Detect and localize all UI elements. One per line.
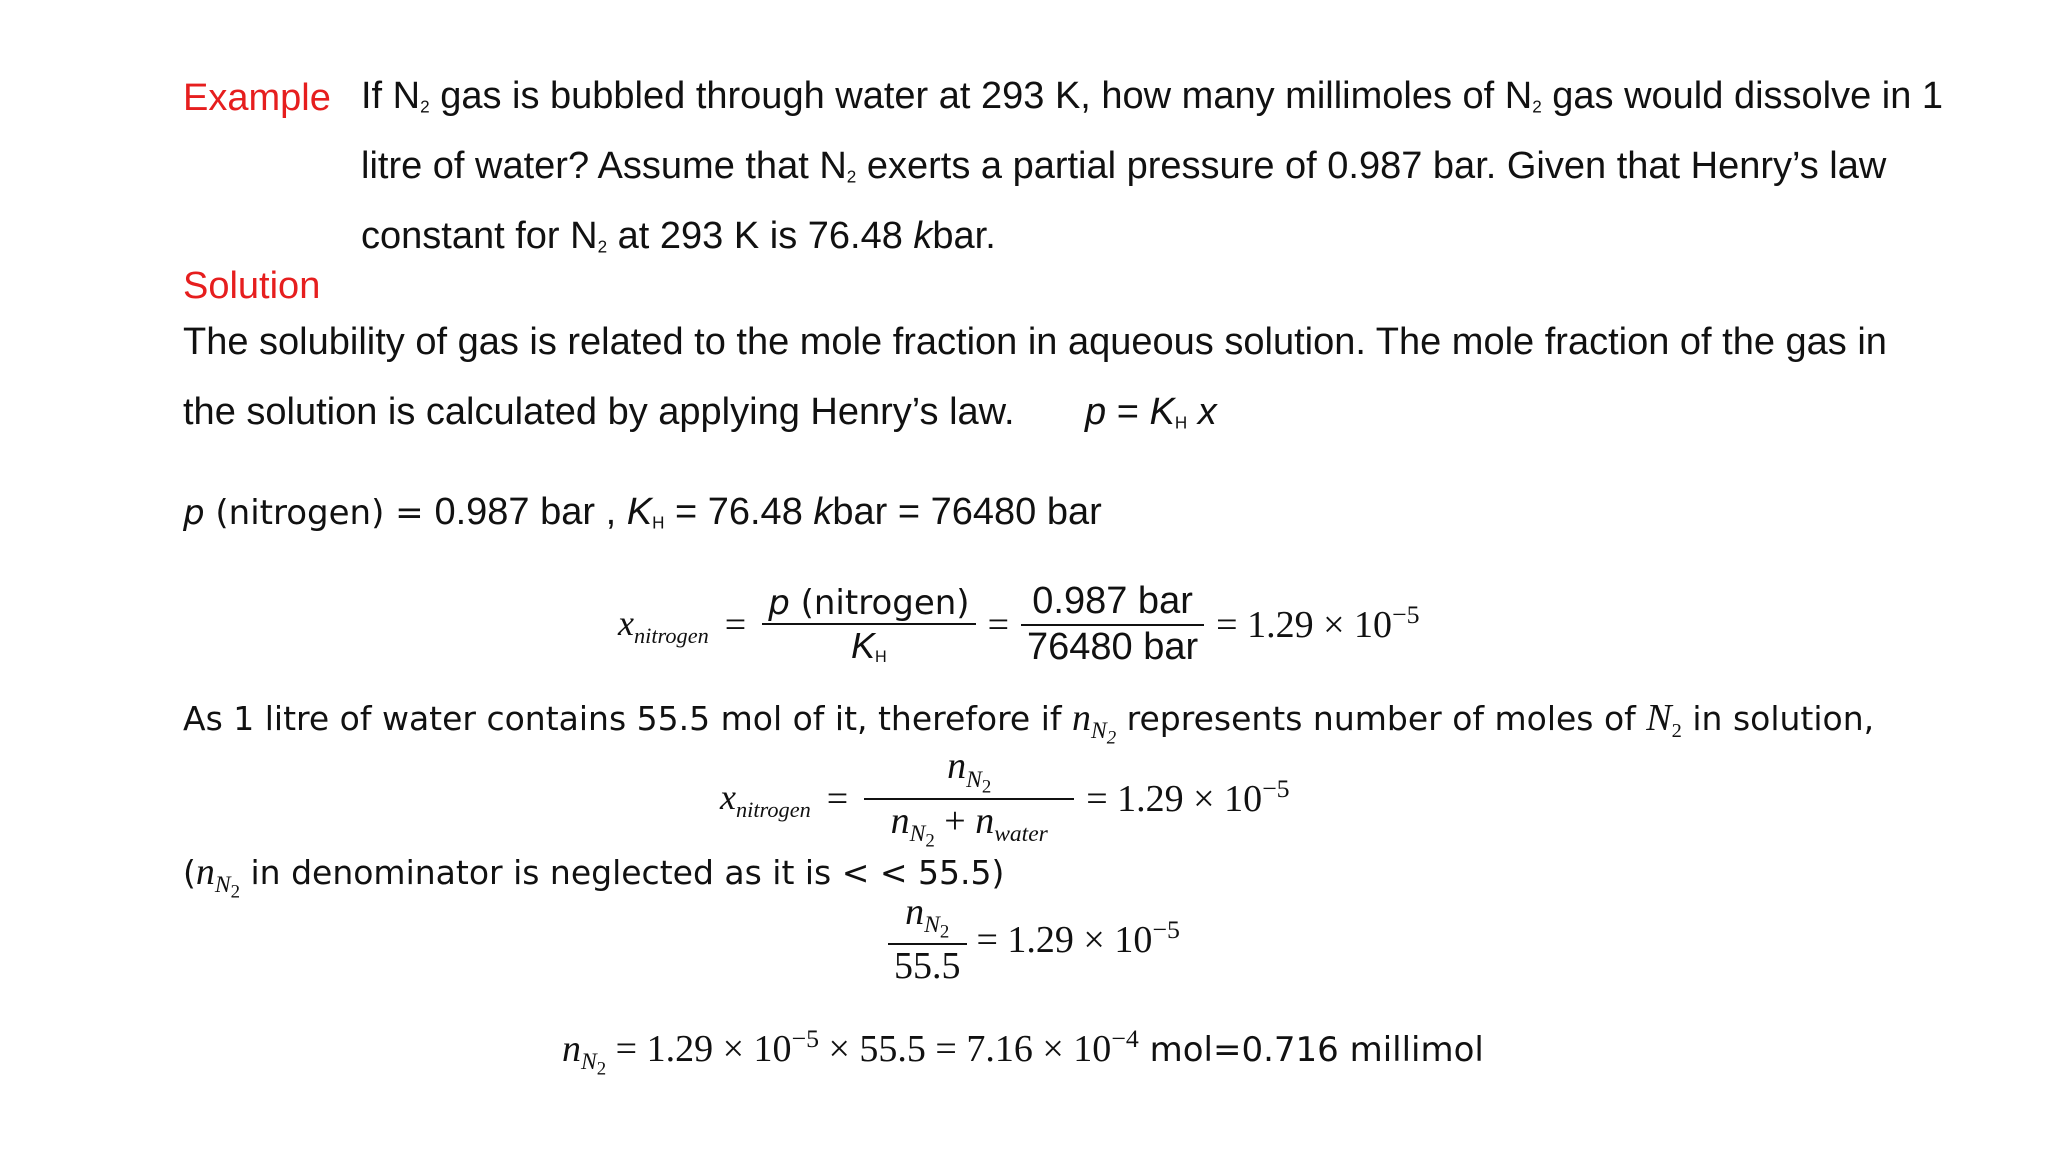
eq1-lhs: $x_{nitrogen}$	[618, 602, 709, 648]
solution-label: Solution	[183, 265, 321, 307]
henry-law-formula: $p = K_H$ x	[1085, 391, 1217, 433]
eq2-fraction: $\frac{n_{N_2}}{n_{N_2} + n_{water}}$	[864, 745, 1074, 852]
equation-mole-fraction-moles: $x_{nitrogen}$ = $\frac{n_{N_2}}{n_{N_2} + n_{water}}$ = $1.29 \times 10^{-5}$	[720, 745, 1290, 852]
example-label: Example	[183, 77, 331, 119]
equation-ratio: $\frac{n_{N_2}}{55.5}$ = $1.29 \times 10^{-5}$	[888, 890, 1180, 990]
equation-final-result: $n_{N_2} = 1.29 \times 10^{-5} \times 55.5 = 7.16 \times 10^{-4}$ mol=0.716 millimol	[562, 1023, 1484, 1080]
given-values: p (nitrogen) = 0.987 bar , $K_H = 76.48$ kbar = 76480 bar	[183, 491, 1102, 533]
solution-para-2: the solution is calculated by applying Henry’s law.	[183, 391, 1015, 433]
solution-para-1: The solubility of gas is related to the mole fraction in aqueous solution. The mole fraction of the gas in	[183, 321, 1887, 363]
neglect-note: ($n_{N_2}$ in denominator is neglected as it is < < 55.5)	[183, 851, 1005, 903]
eq1-fraction-1: $\frac{\text{p (nitrogen)}}{K_H}$	[762, 584, 975, 667]
eq1-fraction-2: $\frac{\text{0.987 bar}}{\text{76480 bar}}$	[1021, 580, 1204, 669]
as-litre-line: As 1 litre of water contains 55.5 mol of it, therefore if $n_{N_2}$ represents number of moles of $N_2$ in solution,	[183, 697, 1875, 749]
eq3-fraction: $\frac{n_{N_2}}{55.5}$	[888, 891, 967, 989]
equation-mole-fraction: $x_{nitrogen}$ = $\frac{\text{p (nitrogen)}}{K_H}$ = $\frac{\text{0.987 bar}}{\text{76480 bar}}$ = $1.29 \times 10^{-5}$	[618, 580, 1420, 668]
example-line-2: litre of water? Assume that $N_2$ exerts a partial pressure of 0.987 bar. Given that Henry’s law	[361, 145, 1887, 187]
example-line-3: constant for $N_2$ at 293 K is 76.48 kbar.	[361, 215, 996, 257]
eq1-result: = $1.29 \times 10^{-5}$	[1216, 599, 1420, 646]
example-line-1: If $N_2$ gas is bubbled through water at 293 K, how many millimoles of $N_2$ gas would dissolve in 1	[361, 75, 1944, 117]
